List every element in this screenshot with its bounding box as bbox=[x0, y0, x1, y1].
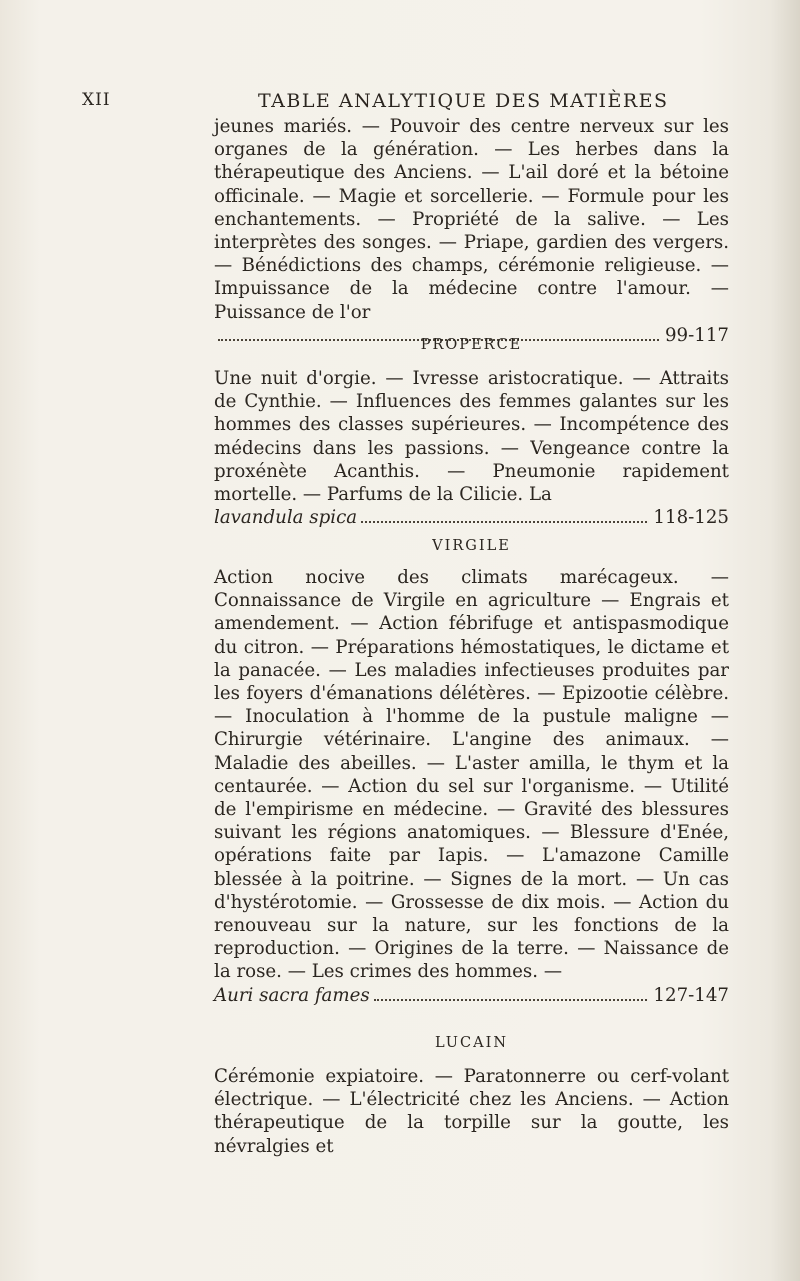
page-range: 99-117 bbox=[664, 324, 729, 346]
body-text: Action nocive des climats marécageux. — Connaissance de Virgile en agriculture — Engrais et amendement. — Action fébrifuge et antispasmodique du citron. — Préparations hémostatiques, le dictame et la panacée. — Les maladies infectieuses produites par les foyers d'émanations délétères. — Epizootie célèbre. — Inoculation à l'homme de la pustule maligne — Chirurgie vétérinaire. L'angine des animaux. — Maladie des abeilles. — L'aster amilla, le thym et la centaurée. — Action du sel sur l'organisme. — Utilité de l'empirisme en médecine. — Gravité des blessures suivant les régions anatomiques. — Blessure d'Enée, opérations faite par Iapis. — L'amazone Camille blessée à la poitrine. — Signes de la mort. — Un cas d'hystérotomie. — Grossesse de dix mois. — Action du renouveau sur la nature, sur les fonctions de la reproduction. — Origines de la terre. — Naissance de la rose. — Les crimes des hommes. — bbox=[214, 567, 729, 983]
section-heading-virgile: VIRGILE bbox=[432, 538, 511, 554]
section-lucain bbox=[214, 1065, 729, 1158]
section-properce bbox=[214, 367, 729, 529]
dot-leader bbox=[361, 521, 647, 523]
section-heading-lucain: LUCAIN bbox=[434, 1035, 509, 1051]
italic-term: Auri sacra fames bbox=[214, 984, 370, 1006]
section-body bbox=[214, 1065, 729, 1158]
section-body bbox=[214, 566, 729, 984]
section-body bbox=[214, 367, 729, 506]
body-text: Une nuit d'orgie. — Ivresse aristocratique. — Attraits de Cynthie. — Influences des femmes galantes sur les hommes des classes supérieures. — Incompétence des médecins dans les passions. — Vengeance contre la proxénète Acanthis. — Pneumonie rapidement mortelle. — Parfums de la Cilicie. La bbox=[214, 368, 729, 506]
entry-end bbox=[214, 506, 729, 529]
section-virgile bbox=[214, 566, 729, 1007]
body-text: jeunes mariés. — Pouvoir des centre nerveux sur les organes de la génération. — Les herbes dans la thérapeutique des Anciens. — L'ail doré et la bétoine officinale. — Magie et sorcellerie. — Formule pour les enchantements. — Propriété de la salive. — Les interprètes des songes. — Priape, gardien des vergers. — Bénédictions des champs, cérémonie religieuse. — Impuissance de la médecine contre l'amour. — Puissance de l'or bbox=[214, 116, 729, 323]
running-title: TABLE ANALYTIQUE DES MATIÈRES bbox=[258, 90, 669, 112]
section-heading-properce: PROPERCE bbox=[420, 337, 523, 353]
page-header bbox=[82, 90, 722, 118]
page-range: 118-125 bbox=[653, 507, 729, 529]
body-text: Cérémonie expiatoire. — Paratonnerre ou cerf-volant électrique. — L'électricité chez les Anciens. — Action thérapeutique de la torpille sur la goutte, les névralgies et bbox=[214, 1066, 729, 1157]
page-number: XII bbox=[82, 90, 111, 110]
page-range: 127-147 bbox=[653, 984, 729, 1006]
entry-end bbox=[214, 984, 729, 1007]
section-body bbox=[214, 115, 729, 324]
italic-term: lavandula spica bbox=[214, 507, 358, 529]
dot-leader bbox=[374, 999, 648, 1001]
section-continuation bbox=[214, 115, 729, 347]
